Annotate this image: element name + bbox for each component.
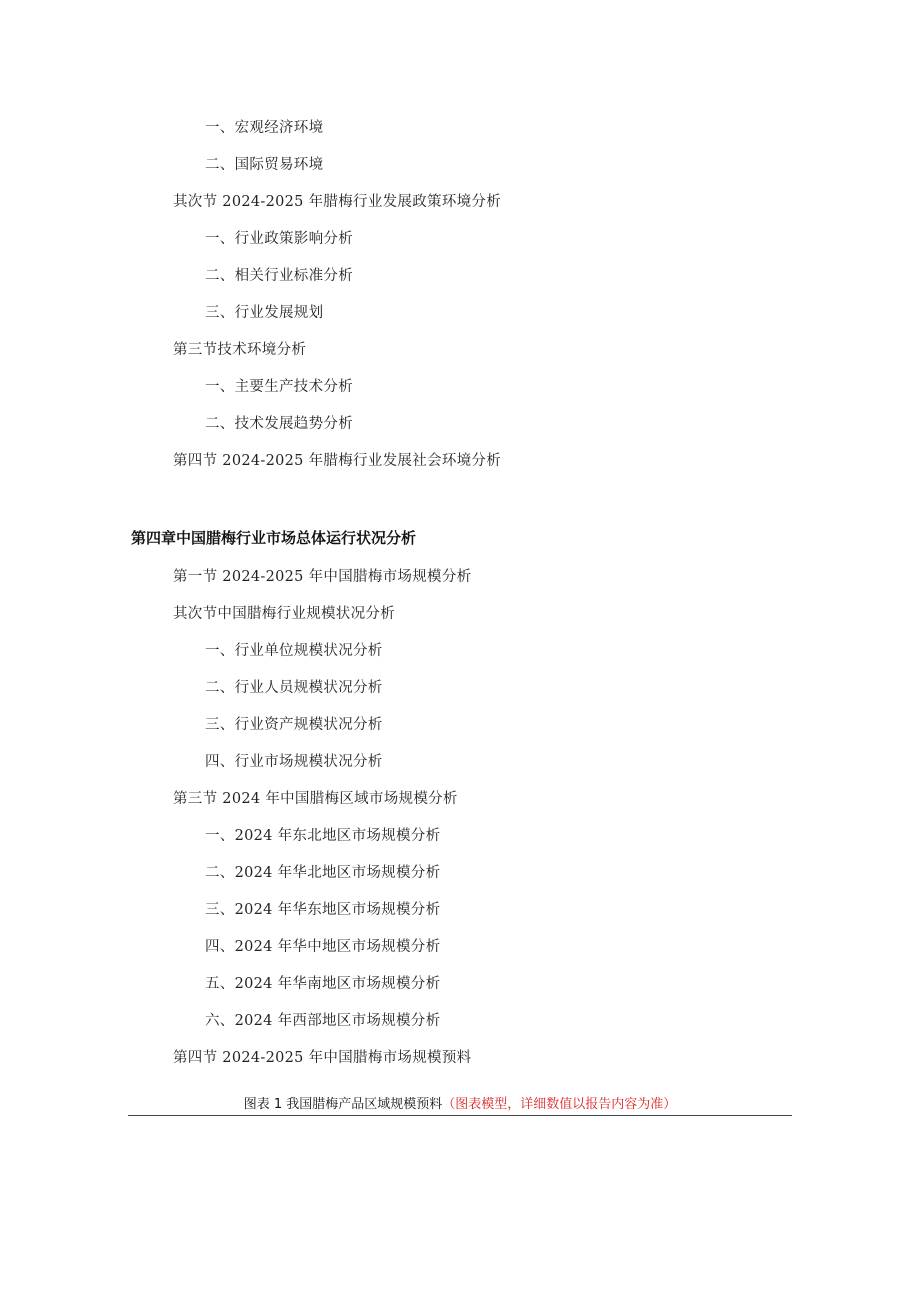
toc-item-staff-scale: 二、行业人员规模状况分析 <box>205 680 383 696</box>
toc-section-policy: 其次节 2024-2025 年腊梅行业发展政策环境分析 <box>173 194 502 210</box>
toc-item-east: 三、2024 年华东地区市场规模分析 <box>205 902 441 918</box>
caption-note: （图表模型，详细数值以报告内容为准） <box>442 1097 677 1112</box>
caption-title: 图表 1 我国腊梅产品区域规模预料 <box>243 1097 443 1112</box>
toc-item-north: 二、2024 年华北地区市场规模分析 <box>205 865 441 881</box>
toc-item-macro-economy: 一、宏观经济环境 <box>205 120 324 136</box>
toc-item-tech-trend: 二、技术发展趋势分析 <box>205 416 353 432</box>
toc-item-planning: 三、行业发展规划 <box>205 305 324 321</box>
caption-divider <box>128 1115 792 1116</box>
figure-caption <box>0 1096 920 1114</box>
toc-item-policy-impact: 一、行业政策影响分析 <box>205 231 353 247</box>
toc-section-social: 第四节 2024-2025 年腊梅行业发展社会环境分析 <box>173 453 502 469</box>
toc-item-market-scale: 四、行业市场规模状况分析 <box>205 754 383 770</box>
toc-item-production-tech: 一、主要生产技术分析 <box>205 379 353 395</box>
toc-section-industry-scale: 其次节中国腊梅行业规模状况分析 <box>173 606 395 622</box>
toc-chapter-4: 第四章中国腊梅行业市场总体运行状况分析 <box>131 529 417 547</box>
toc-item-west: 六、2024 年西部地区市场规模分析 <box>205 1013 441 1029</box>
toc-item-trade: 二、国际贸易环境 <box>205 157 324 173</box>
toc-item-central: 四、2024 年华中地区市场规模分析 <box>205 939 441 955</box>
toc-item-south: 五、2024 年华南地区市场规模分析 <box>205 976 441 992</box>
toc-item-standards: 二、相关行业标准分析 <box>205 268 353 284</box>
toc-item-unit-scale: 一、行业单位规模状况分析 <box>205 643 383 659</box>
toc-section-regional: 第三节 2024 年中国腊梅区域市场规模分析 <box>173 791 458 807</box>
toc-section-technology: 第三节技术环境分析 <box>173 342 307 358</box>
toc-section-market-size: 第一节 2024-2025 年中国腊梅市场规模分析 <box>173 569 472 585</box>
toc-item-northeast: 一、2024 年东北地区市场规模分析 <box>205 828 441 844</box>
toc-section-forecast: 第四节 2024-2025 年中国腊梅市场规模预料 <box>173 1050 472 1066</box>
toc-item-asset-scale: 三、行业资产规模状况分析 <box>205 717 383 733</box>
